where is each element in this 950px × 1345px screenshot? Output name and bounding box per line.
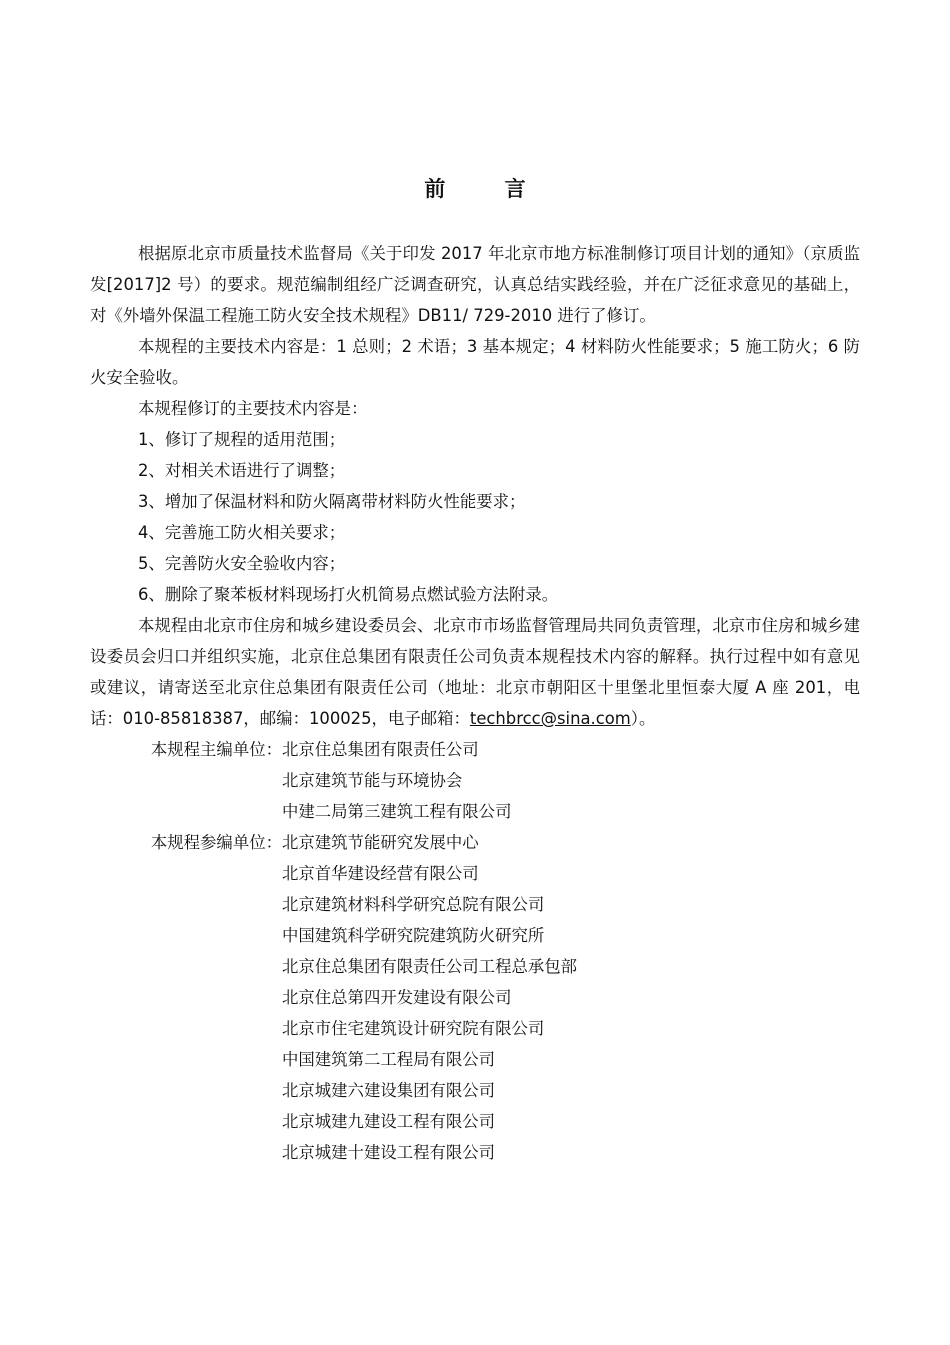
participating-units-list	[282, 827, 860, 1168]
main-content-paragraph: 本规程的主要技术内容是：1 总则；2 术语；3 基本规定；4 材料防火性能要求；5 施工防火；6 防火安全验收。	[90, 337, 860, 387]
revision-item: 1、修订了规程的适用范围；	[138, 430, 346, 449]
document-body	[90, 238, 860, 1168]
unit-item: 中国建筑科学研究院建筑防火研究所	[282, 926, 545, 945]
unit-item: 北京城建十建设工程有限公司	[282, 1143, 496, 1162]
page-title: 前 言	[424, 177, 552, 201]
unit-item: 北京建筑材料科学研究总院有限公司	[282, 895, 545, 914]
unit-item: 中国建筑第二工程局有限公司	[282, 1050, 496, 1069]
chief-units-section	[90, 734, 860, 827]
management-paragraph	[90, 610, 860, 734]
intro-paragraph: 根据原北京市质量技术监督局《关于印发 2017 年北京市地方标准制修订项目计划的通知》（京质监发[2017]2 号）的要求。规范编制组经广泛调查研究，认真总结实践经验，并在广泛征求意见的基础上，对《外墙外保温工程施工防火安全技术规程》DB11/ 729-2010 进行了修订。	[90, 244, 860, 325]
revision-list	[90, 424, 860, 610]
unit-item: 北京城建九建设工程有限公司	[282, 1112, 496, 1131]
management-text: 本规程由北京市住房和城乡建设委员会、北京市市场监督管理局共同负责管理，北京市住房和城乡建设委员会归口并组织实施，北京住总集团有限责任公司负责本规程技术内容的解释。执行过程中如有意见或建议，请寄送至北京住总集团有限责任公司（地址：北京市朝阳区十里堡北里恒泰大厦 A 座 201，电话：010-85818387，邮编：100025，电子邮箱：	[90, 616, 860, 728]
revision-item: 5、完善防火安全验收内容；	[138, 554, 346, 573]
participating-units-section	[90, 827, 860, 1168]
unit-item: 北京住总集团有限责任公司工程总承包部	[282, 957, 578, 976]
unit-item: 中建二局第三建筑工程有限公司	[282, 802, 512, 821]
revision-item: 4、完善施工防火相关要求；	[138, 523, 346, 542]
unit-item: 北京建筑节能与环境协会	[282, 771, 463, 790]
chief-units-list	[282, 734, 860, 827]
chief-units-label: 本规程主编单位：	[150, 740, 282, 759]
unit-item: 北京首华建设经营有限公司	[282, 864, 479, 883]
unit-item: 北京建筑节能研究发展中心	[282, 833, 479, 852]
revision-item: 3、增加了保温材料和防火隔离带材料防火性能要求；	[138, 492, 526, 511]
revision-item: 2、对相关术语进行了调整；	[138, 461, 346, 480]
unit-item: 北京城建六建设集团有限公司	[282, 1081, 496, 1100]
unit-item: 北京市住宅建筑设计研究院有限公司	[282, 1019, 545, 1038]
management-closing: ）。	[630, 709, 656, 728]
revision-heading: 本规程修订的主要技术内容是：	[138, 399, 368, 418]
unit-item: 北京住总集团有限责任公司	[282, 740, 479, 759]
participating-units-label: 本规程参编单位：	[150, 833, 282, 852]
revision-item: 6、删除了聚苯板材料现场打火机简易点燃试验方法附录。	[138, 585, 559, 604]
email-link[interactable]: techbrcc@sina.com	[469, 709, 631, 728]
unit-item: 北京住总第四开发建设有限公司	[282, 988, 512, 1007]
